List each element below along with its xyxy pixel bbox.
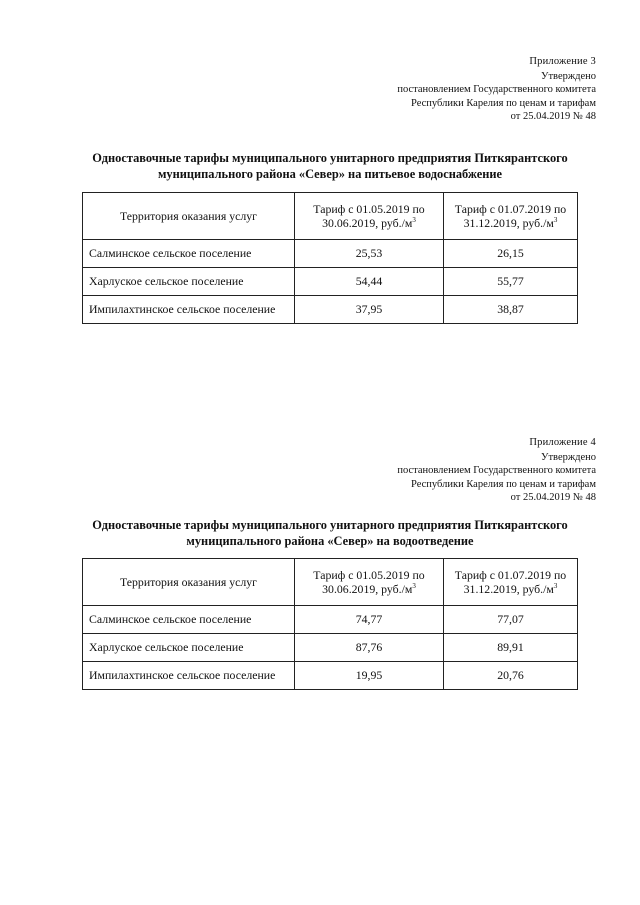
territory-cell: Харлуское сельское поселение [83,268,295,296]
document-title [60,151,600,182]
approval-line: постановлением Государственного комитета [397,465,596,477]
approval-line: от 25.04.2019 № 48 [510,110,596,122]
territory-cell: Харлуское сельское поселение [83,634,295,662]
appendix-label: Приложение 4 [529,437,596,448]
territory-cell: Салминское сельское поселение [83,240,295,268]
tariff-period-1-cell: 54,44 [295,268,444,296]
title-line: муниципального района «Север» на питьевое водоснабжение [157,166,503,181]
tariff-period-2-cell: 77,07 [444,606,578,634]
tariff-period-2-cell: 20,76 [444,662,578,690]
table-row [83,268,578,296]
tariff-period-2-cell: 26,15 [444,240,578,268]
approval-line: Республики Карелия по ценам и тарифам [411,97,596,109]
header-period-1-text: Тариф с 01.05.2019 по 30.06.2019, руб./м [313,568,425,596]
header-period-1-text: Тариф с 01.05.2019 по 30.06.2019, руб./м [313,202,425,230]
title-line: Одноставочные тарифы муниципального унитарного предприятия Питкярантского [92,518,568,532]
tariff-table [82,192,578,324]
approval-line: Утверждено [541,452,596,464]
unit-exponent: 3 [412,216,416,225]
table-row [83,606,578,634]
header-territory: Территория оказания услуг [83,193,295,240]
tariff-period-2-cell: 55,77 [444,268,578,296]
tariff-period-1-cell: 37,95 [295,296,444,324]
header-period-1 [295,559,444,606]
territory-cell: Импилахтинское сельское поселение [83,662,295,690]
header-period-2 [444,193,578,240]
header-territory: Территория оказания услуг [83,559,295,606]
header-period-2-text: Тариф с 01.07.2019 по 31.12.2019, руб./м [454,202,567,230]
approval-line: Утверждено [541,71,596,83]
document-title [60,518,600,549]
table-row [83,296,578,324]
territory-cell: Импилахтинское сельское поселение [83,296,295,324]
unit-exponent: 3 [553,216,558,225]
header-period-2 [444,559,578,606]
table-header-row [83,559,578,606]
table-header-row [83,193,578,240]
table-row [83,634,578,662]
territory-cell: Салминское сельское поселение [83,606,295,634]
header-period-1 [295,193,444,240]
tariff-period-1-cell: 87,76 [295,634,444,662]
table-row [83,240,578,268]
tariff-period-1-cell: 74,77 [295,606,444,634]
approval-line: от 25.04.2019 № 48 [510,491,596,503]
tariff-period-1-cell: 19,95 [295,662,444,690]
approval-line: Республики Карелия по ценам и тарифам [411,478,596,490]
header-period-2-text: Тариф с 01.07.2019 по 31.12.2019, руб./м [454,568,567,596]
title-line: Одноставочные тарифы муниципального унитарного предприятия Питкярантского [92,151,568,165]
tariff-table [82,558,578,690]
appendix-label: Приложение 3 [529,56,596,67]
table-row [83,662,578,690]
tariff-period-2-cell: 89,91 [444,634,578,662]
title-line: муниципального района «Север» на водоотведение [186,533,474,548]
unit-exponent: 3 [412,582,416,591]
approval-line: постановлением Государственного комитета [397,84,596,96]
tariff-period-2-cell: 38,87 [444,296,578,324]
unit-exponent: 3 [553,582,558,591]
approval-block [397,55,596,123]
approval-block [397,436,596,504]
tariff-period-1-cell: 25,53 [295,240,444,268]
